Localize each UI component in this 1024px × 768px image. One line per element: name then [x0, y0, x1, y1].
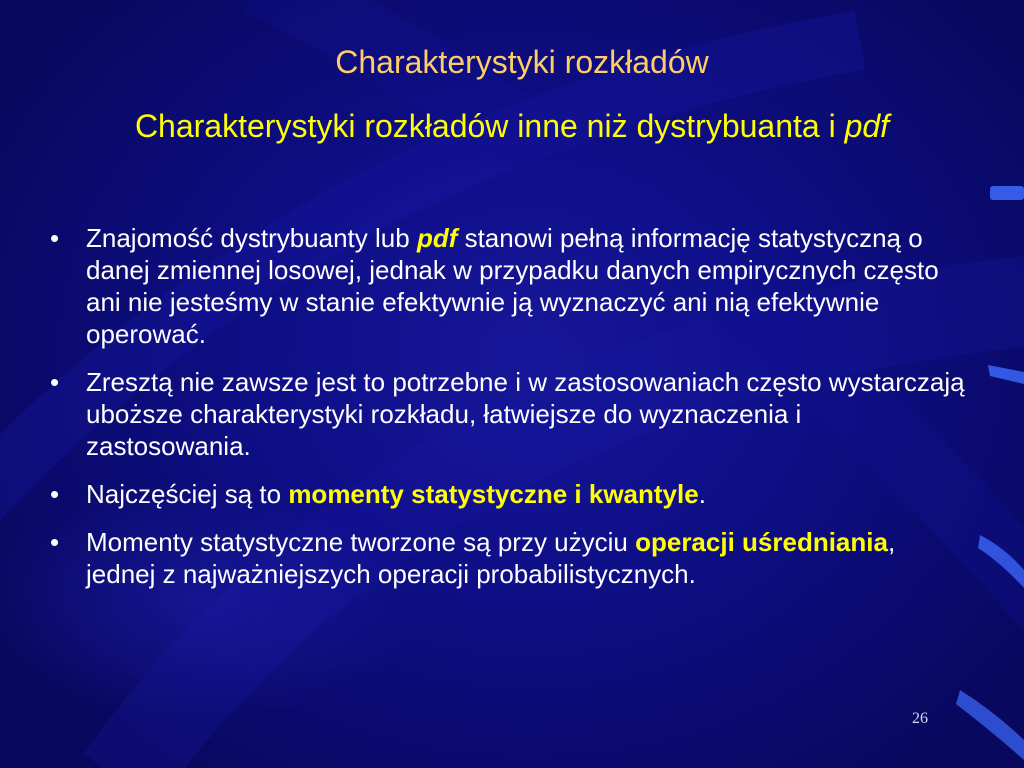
bullet-point: •	[50, 479, 60, 509]
bullet-point: •	[50, 367, 60, 397]
bullet-text: .	[698, 479, 706, 509]
bullet-text: Najczęściej są to	[86, 479, 289, 509]
bullet-point: •	[50, 527, 60, 557]
bullet-item	[50, 366, 970, 462]
bullet-item	[50, 478, 970, 510]
bullet-item	[50, 526, 970, 590]
bullet-text: stanowi pełną informację statystyczną o danej zmiennej losowej, jednak w przypadku danych empirycznych często ani nie jesteśmy w stanie efektywnie ją wyznaczyć ani nią efektywnie operować.	[86, 223, 939, 349]
slide-title: Charakterystyki rozkładów	[335, 44, 709, 80]
bullet-text: , jednej z najważniejszych operacji probabilistycznych.	[86, 527, 896, 589]
bullet-list	[50, 222, 970, 606]
subtitle-emphasis: pdf	[844, 108, 890, 144]
slide-subtitle	[0, 108, 1024, 145]
bullet-text: Zresztą nie zawsze jest to potrzebne i w zastosowaniach często wystarczają uboższe charakterystyki rozkładu, łatwiejsze do wyznaczenia i zastosowania.	[86, 367, 965, 461]
bullet-highlight: pdf	[416, 223, 458, 253]
bullet-highlight: momenty statystyczne i kwantyle	[288, 479, 699, 509]
bullet-text: Momenty statystyczne tworzone są przy użyciu	[86, 527, 636, 557]
bullet-point: •	[50, 223, 60, 253]
bullet-item	[50, 222, 970, 350]
bullet-highlight: operacji uśredniania	[635, 527, 888, 557]
page-number: 26	[912, 710, 928, 727]
subtitle-text: Charakterystyki rozkładów inne niż dystrybuanta i	[134, 108, 845, 144]
bullet-text: Znajomość dystrybuanty lub	[86, 223, 417, 253]
